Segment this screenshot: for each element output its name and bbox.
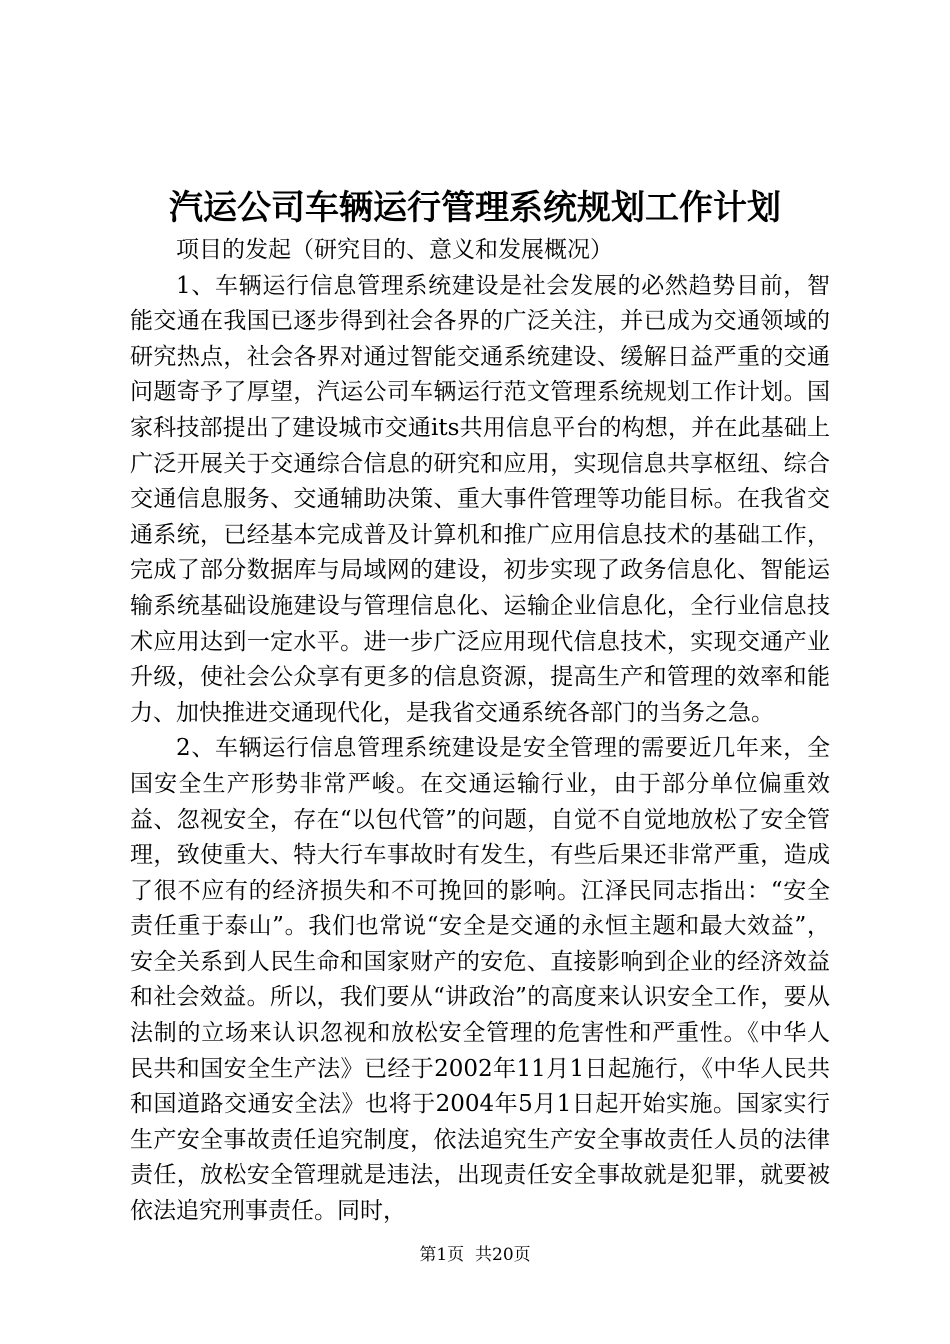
footer-separator — [464, 1245, 475, 1265]
document-title: 汽运公司车辆运行管理系统规划工作计划 — [169, 188, 781, 228]
page-total: 共20页 — [475, 1245, 531, 1265]
page-footer — [0, 1243, 950, 1267]
document-body — [130, 233, 830, 1230]
paragraph-heading: 项目的发起（研究目的、意义和发展概况） — [176, 237, 613, 263]
page-number: 第1页 — [419, 1245, 465, 1265]
paragraph-1: 1、车辆运行信息管理系统建设是社会发展的必然趋势目前，智能交通在我国已逐步得到社会各界的广泛关注，并已成为交通领域的研究热点，社会各界对通过智能交通系统建设、缓解日益严重的交通问题寄予了厚望，汽运公司车辆运行范文管理系统规划工作计划。国家科技部提出了建设城市交通its共用信息平台的构想，并在此基础上广泛开展关于交通综合信息的研究和应用，实现信息共享枢纽、综合交通信息服务、交通辅助决策、重大事件管理等功能目标。在我省交通系统，已经基本完成普及计算机和推广应用信息技术的基础工作，完成了部分数据库与局域网的建设，初步实现了政务信息化、智能运输系统基础设施建设与管理信息化、运输企业信息化，全行业信息技术应用达到一定水平。进一步广泛应用现代信息技术，实现交通产业升级，使社会公众享有更多的信息资源，提高生产和管理的效率和能力、加快推进交通现代化，是我省交通系统各部门的当务之急。 — [130, 272, 830, 726]
paragraph-2: 2、车辆运行信息管理系统建设是安全管理的需要近几年来，全国安全生产形势非常严峻。在交通运输行业，由于部分单位偏重效益、忽视安全，存在“以包代管”的问题，自觉不自觉地放松了安全管理，致使重大、特大行车事故时有发生，有些后果还非常严重，造成了很不应有的经济损失和不可挽回的影响。江泽民同志指出：“安全责任重于泰山”。我们也常说“安全是交通的永恒主题和最大效益”，安全关系到人民生命和国家财产的安危、直接影响到企业的经济效益和社会效益。所以，我们要从“讲政治”的高度来认识安全工作，要从法制的立场来认识忽视和放松安全管理的危害性和严重性。《中华人民共和国安全生产法》已经于2002年11月1日起施行，《中华人民共和国道路交通安全法》也将于2004年5月1日起开始实施。国家实行生产安全事故责任追究制度，依法追究生产安全事故责任人员的法律责任，放松安全管理就是违法，出现责任安全事故就是犯罪，就要被依法追究刑事责任。同时， — [130, 735, 830, 1225]
